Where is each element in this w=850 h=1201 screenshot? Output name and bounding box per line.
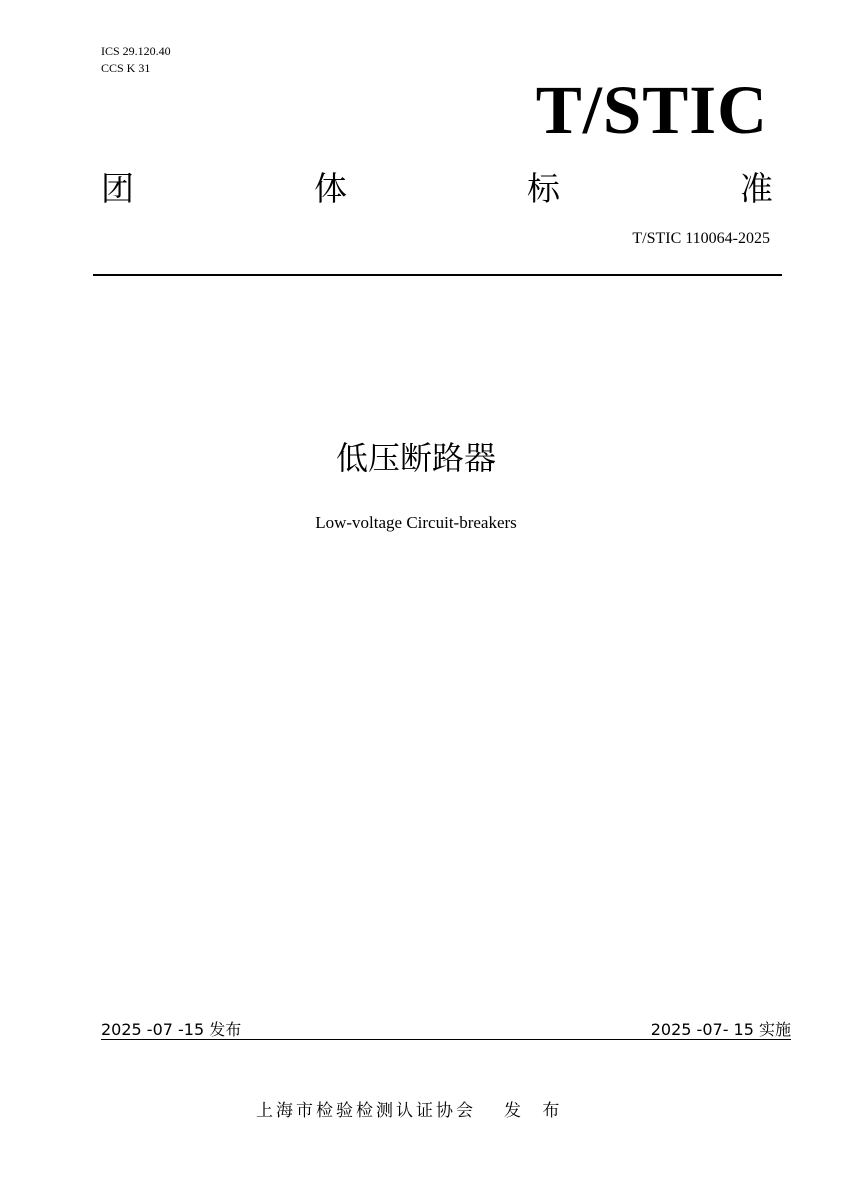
- title-chinese: 低压断路器: [335, 439, 496, 477]
- title-english: Low-voltage Circuit-breakers: [315, 513, 517, 532]
- footer-divider: [101, 1039, 791, 1040]
- standard-logo: T/STIC: [535, 72, 768, 148]
- publisher-line: [256, 1096, 567, 1121]
- publish-date: 2025 -07 -15 发布: [101, 1020, 242, 1039]
- doc-type-char-4: 准: [740, 168, 773, 208]
- date-line: [101, 1018, 791, 1040]
- ics-code: ICS 29.120.40: [101, 44, 171, 58]
- doc-type-char-1: 团: [101, 168, 134, 208]
- publisher-name: 上海市检验检测认证协会: [256, 1101, 476, 1121]
- document-type-heading: [101, 163, 773, 209]
- standard-number: T/STIC 110064-2025: [632, 230, 770, 247]
- implement-date: 2025 -07- 15 实施: [650, 1020, 791, 1039]
- ccs-code: CCS K 31: [101, 61, 151, 75]
- classification-codes: [101, 43, 171, 77]
- header-divider: [93, 274, 782, 276]
- doc-type-char-3: 标: [527, 168, 560, 208]
- publish-action: 发 布: [504, 1101, 568, 1121]
- doc-type-char-2: 体: [314, 168, 347, 208]
